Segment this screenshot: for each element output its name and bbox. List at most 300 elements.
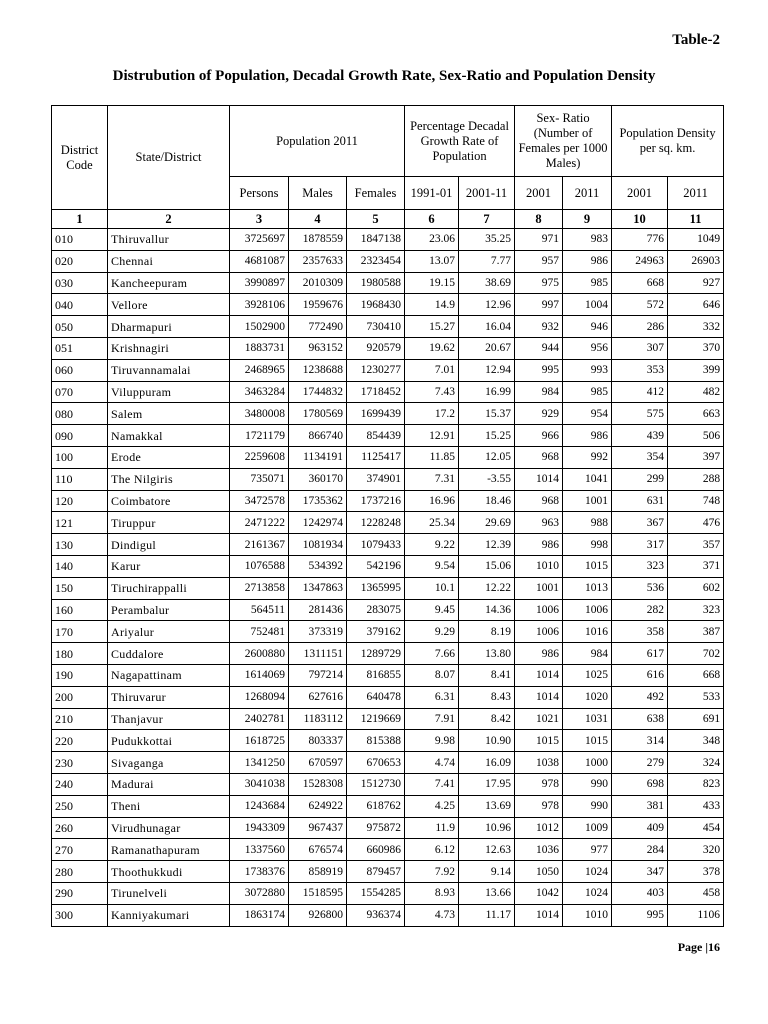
- document-title: Distrubution of Population, Decadal Growth Rate, Sex-Ratio and Population Density: [112, 68, 656, 84]
- column-number: 4: [289, 210, 347, 229]
- sex-ratio-2001-cell: 986: [515, 534, 563, 556]
- district-code-cell: 130: [52, 534, 108, 556]
- density-2011-cell: 646: [668, 294, 724, 316]
- density-2011-cell: 702: [668, 643, 724, 665]
- district-name-cell: Thoothukkudi: [108, 861, 230, 883]
- density-2011-cell: 371: [668, 555, 724, 577]
- density-2001-cell: 282: [612, 599, 668, 621]
- sex-ratio-2001-cell: 1014: [515, 468, 563, 490]
- persons-cell: 3928106: [230, 294, 289, 316]
- persons-cell: 1943309: [230, 817, 289, 839]
- males-cell: 772490: [289, 316, 347, 338]
- females-cell: 1079433: [347, 534, 405, 556]
- sex-ratio-2011-cell: 984: [563, 643, 612, 665]
- column-number-row: [52, 210, 724, 229]
- density-2001-cell: 575: [612, 403, 668, 425]
- district-code-cell: 060: [52, 359, 108, 381]
- density-2011-cell: 691: [668, 708, 724, 730]
- density-2011-cell: 399: [668, 359, 724, 381]
- females-cell: 1699439: [347, 403, 405, 425]
- district-name-cell: Tiruvannamalai: [108, 359, 230, 381]
- table-row: [52, 795, 724, 817]
- growth-2001-11-cell: 13.69: [459, 795, 515, 817]
- district-name-cell: Sivaganga: [108, 752, 230, 774]
- males-cell: 858919: [289, 861, 347, 883]
- sex-ratio-2011-cell: 1015: [563, 555, 612, 577]
- growth-1991-01-cell: 6.12: [405, 839, 459, 861]
- males-cell: 670597: [289, 752, 347, 774]
- density-2001-cell: 381: [612, 795, 668, 817]
- table-row: [52, 861, 724, 883]
- sex-ratio-2011-cell: 993: [563, 359, 612, 381]
- column-number: 11: [668, 210, 724, 229]
- density-2011-cell: 482: [668, 381, 724, 403]
- growth-1991-01-cell: 9.29: [405, 621, 459, 643]
- density-2001-cell: 317: [612, 534, 668, 556]
- district-name-cell: Kancheepuram: [108, 272, 230, 294]
- district-code-cell: 051: [52, 337, 108, 359]
- females-cell: 1737216: [347, 490, 405, 512]
- growth-2001-11-cell: 16.04: [459, 316, 515, 338]
- persons-cell: 4681087: [230, 250, 289, 272]
- sex-ratio-2011-cell: 1015: [563, 730, 612, 752]
- density-2011-cell: 378: [668, 861, 724, 883]
- sex-ratio-2011-cell: 986: [563, 425, 612, 447]
- sex-ratio-2001-cell: 1050: [515, 861, 563, 883]
- females-cell: 936374: [347, 904, 405, 926]
- district-code-cell: 030: [52, 272, 108, 294]
- females-cell: 1219669: [347, 708, 405, 730]
- sex-ratio-header: Sex- Ratio (Number of Females per 1000 Males): [515, 106, 612, 177]
- males-cell: 1311151: [289, 643, 347, 665]
- density-2001-cell: 323: [612, 555, 668, 577]
- growth-2001-11-cell: 12.96: [459, 294, 515, 316]
- growth-2001-11-cell: -3.55: [459, 468, 515, 490]
- sex-ratio-2011-cell: 998: [563, 534, 612, 556]
- persons-cell: 1618725: [230, 730, 289, 752]
- density-2001-cell: 358: [612, 621, 668, 643]
- district-name-cell: Thiruvallur: [108, 229, 230, 251]
- table-row: [52, 512, 724, 534]
- females-cell: 542196: [347, 555, 405, 577]
- density-2011-cell: 288: [668, 468, 724, 490]
- persons-cell: 735071: [230, 468, 289, 490]
- growth-2001-11-cell: 10.96: [459, 817, 515, 839]
- sex-ratio-2001-cell: 1014: [515, 904, 563, 926]
- column-number: 1: [52, 210, 108, 229]
- growth-2001-11-cell: 15.06: [459, 555, 515, 577]
- males-cell: 1242974: [289, 512, 347, 534]
- density-2001-cell: 284: [612, 839, 668, 861]
- females-cell: 1228248: [347, 512, 405, 534]
- district-name-cell: Karur: [108, 555, 230, 577]
- persons-cell: 2402781: [230, 708, 289, 730]
- sex-ratio-2001-cell: 1015: [515, 730, 563, 752]
- growth-1991-01-cell: 17.2: [405, 403, 459, 425]
- density-2001-cell: 995: [612, 904, 668, 926]
- density-2011-cell: 454: [668, 817, 724, 839]
- district-code-cell: 110: [52, 468, 108, 490]
- sex-ratio-2001-cell: 957: [515, 250, 563, 272]
- table-row: [52, 446, 724, 468]
- sex-ratio-2001-header: 2001: [515, 177, 563, 210]
- females-cell: 374901: [347, 468, 405, 490]
- table-row: [52, 294, 724, 316]
- females-cell: 1718452: [347, 381, 405, 403]
- persons-cell: 3472578: [230, 490, 289, 512]
- growth-2001-11-cell: 18.46: [459, 490, 515, 512]
- females-cell: 1365995: [347, 577, 405, 599]
- males-cell: 2357633: [289, 250, 347, 272]
- growth-1991-01-cell: 16.96: [405, 490, 459, 512]
- females-cell: 618762: [347, 795, 405, 817]
- district-name-cell: Theni: [108, 795, 230, 817]
- density-2011-cell: 1106: [668, 904, 724, 926]
- growth-rate-header: Percentage Decadal Growth Rate of Population: [405, 106, 515, 177]
- growth-1991-01-cell: 11.85: [405, 446, 459, 468]
- growth-2001-11-header: 2001-11: [459, 177, 515, 210]
- sex-ratio-2011-cell: 946: [563, 316, 612, 338]
- district-name-cell: Tiruppur: [108, 512, 230, 534]
- district-name-cell: Thanjavur: [108, 708, 230, 730]
- district-name-cell: Virudhunagar: [108, 817, 230, 839]
- growth-2001-11-cell: 16.99: [459, 381, 515, 403]
- males-cell: 1183112: [289, 708, 347, 730]
- growth-2001-11-cell: 17.95: [459, 773, 515, 795]
- sex-ratio-2001-cell: 1014: [515, 664, 563, 686]
- table-row: [52, 381, 724, 403]
- growth-1991-01-cell: 13.07: [405, 250, 459, 272]
- district-name-cell: Krishnagiri: [108, 337, 230, 359]
- males-cell: 360170: [289, 468, 347, 490]
- males-cell: 676574: [289, 839, 347, 861]
- females-cell: 1512730: [347, 773, 405, 795]
- males-cell: 963152: [289, 337, 347, 359]
- density-2001-cell: 286: [612, 316, 668, 338]
- district-name-cell: Chennai: [108, 250, 230, 272]
- page-number: Page |16: [677, 940, 720, 954]
- males-cell: 967437: [289, 817, 347, 839]
- growth-2001-11-cell: 12.05: [459, 446, 515, 468]
- growth-1991-01-cell: 11.9: [405, 817, 459, 839]
- district-name-cell: Tiruchirappalli: [108, 577, 230, 599]
- density-2011-cell: 433: [668, 795, 724, 817]
- males-cell: 2010309: [289, 272, 347, 294]
- table-header: [52, 106, 724, 229]
- sex-ratio-2001-cell: 1042: [515, 882, 563, 904]
- females-cell: 816855: [347, 664, 405, 686]
- density-2011-cell: 332: [668, 316, 724, 338]
- sex-ratio-2001-cell: 978: [515, 773, 563, 795]
- district-name-cell: Namakkal: [108, 425, 230, 447]
- table-row: [52, 425, 724, 447]
- females-cell: 815388: [347, 730, 405, 752]
- district-name-cell: Dindigul: [108, 534, 230, 556]
- growth-2001-11-cell: 12.22: [459, 577, 515, 599]
- column-number: 7: [459, 210, 515, 229]
- district-name-cell: Ariyalur: [108, 621, 230, 643]
- growth-1991-01-cell: 4.73: [405, 904, 459, 926]
- district-name-cell: The Nilgiris: [108, 468, 230, 490]
- table-row: [52, 643, 724, 665]
- persons-cell: 1502900: [230, 316, 289, 338]
- growth-1991-01-cell: 25.34: [405, 512, 459, 534]
- density-2011-cell: 387: [668, 621, 724, 643]
- district-name-cell: Perambalur: [108, 599, 230, 621]
- females-cell: 660986: [347, 839, 405, 861]
- growth-1991-01-cell: 19.62: [405, 337, 459, 359]
- growth-1991-01-cell: 23.06: [405, 229, 459, 251]
- sex-ratio-2011-cell: 1004: [563, 294, 612, 316]
- density-2011-cell: 26903: [668, 250, 724, 272]
- growth-1991-01-header: 1991-01: [405, 177, 459, 210]
- sex-ratio-2001-cell: 963: [515, 512, 563, 534]
- males-cell: 1347863: [289, 577, 347, 599]
- males-cell: 1735362: [289, 490, 347, 512]
- table-row: [52, 272, 724, 294]
- females-cell: 670653: [347, 752, 405, 774]
- females-cell: 1125417: [347, 446, 405, 468]
- persons-cell: 2161367: [230, 534, 289, 556]
- sex-ratio-2001-cell: 1001: [515, 577, 563, 599]
- density-2011-cell: 663: [668, 403, 724, 425]
- persons-cell: 3480008: [230, 403, 289, 425]
- females-cell: 1554285: [347, 882, 405, 904]
- table-row: [52, 229, 724, 251]
- sex-ratio-2011-cell: 956: [563, 337, 612, 359]
- persons-cell: 1863174: [230, 904, 289, 926]
- males-cell: 373319: [289, 621, 347, 643]
- density-2011-cell: 533: [668, 686, 724, 708]
- table-row: [52, 316, 724, 338]
- growth-2001-11-cell: 8.42: [459, 708, 515, 730]
- sex-ratio-2001-cell: 986: [515, 643, 563, 665]
- district-name-cell: Madurai: [108, 773, 230, 795]
- district-code-cell: 250: [52, 795, 108, 817]
- growth-1991-01-cell: 7.66: [405, 643, 459, 665]
- males-cell: 866740: [289, 425, 347, 447]
- growth-2001-11-cell: 9.14: [459, 861, 515, 883]
- growth-2001-11-cell: 15.37: [459, 403, 515, 425]
- sex-ratio-2011-cell: 1001: [563, 490, 612, 512]
- growth-2001-11-cell: 38.69: [459, 272, 515, 294]
- table-row: [52, 773, 724, 795]
- density-2001-cell: 492: [612, 686, 668, 708]
- sex-ratio-2001-cell: 968: [515, 490, 563, 512]
- persons-cell: 1883731: [230, 337, 289, 359]
- density-2001-cell: 314: [612, 730, 668, 752]
- females-cell: 920579: [347, 337, 405, 359]
- district-name-cell: Cuddalore: [108, 643, 230, 665]
- growth-2001-11-cell: 13.66: [459, 882, 515, 904]
- column-number: 8: [515, 210, 563, 229]
- density-2001-cell: 367: [612, 512, 668, 534]
- district-code-cell: 100: [52, 446, 108, 468]
- growth-2001-11-cell: 16.09: [459, 752, 515, 774]
- persons-cell: 2600880: [230, 643, 289, 665]
- females-cell: 1968430: [347, 294, 405, 316]
- persons-cell: 564511: [230, 599, 289, 621]
- males-header: Males: [289, 177, 347, 210]
- males-cell: 1134191: [289, 446, 347, 468]
- density-2001-cell: 616: [612, 664, 668, 686]
- persons-cell: 1614069: [230, 664, 289, 686]
- column-number: 6: [405, 210, 459, 229]
- table-row: [52, 904, 724, 926]
- district-name-cell: Nagapattinam: [108, 664, 230, 686]
- district-code-cell: 230: [52, 752, 108, 774]
- males-cell: 627616: [289, 686, 347, 708]
- persons-cell: 2471222: [230, 512, 289, 534]
- growth-1991-01-cell: 14.9: [405, 294, 459, 316]
- females-cell: 730410: [347, 316, 405, 338]
- females-cell: 283075: [347, 599, 405, 621]
- density-2001-cell: 279: [612, 752, 668, 774]
- growth-1991-01-cell: 9.45: [405, 599, 459, 621]
- growth-2001-11-cell: 8.43: [459, 686, 515, 708]
- district-code-cell: 240: [52, 773, 108, 795]
- table-row: [52, 359, 724, 381]
- persons-cell: 3990897: [230, 272, 289, 294]
- density-2011-cell: 324: [668, 752, 724, 774]
- sex-ratio-2011-cell: 986: [563, 250, 612, 272]
- persons-cell: 2713858: [230, 577, 289, 599]
- density-2011-cell: 323: [668, 599, 724, 621]
- table-row: [52, 708, 724, 730]
- district-code-cell: 220: [52, 730, 108, 752]
- district-code-cell: 150: [52, 577, 108, 599]
- sex-ratio-2001-cell: 932: [515, 316, 563, 338]
- density-2001-cell: 353: [612, 359, 668, 381]
- population-table: [51, 105, 724, 927]
- density-2011-cell: 357: [668, 534, 724, 556]
- males-cell: 1744832: [289, 381, 347, 403]
- table-row: [52, 752, 724, 774]
- sex-ratio-2011-cell: 1025: [563, 664, 612, 686]
- table-row: [52, 664, 724, 686]
- district-name-cell: Pudukkottai: [108, 730, 230, 752]
- males-cell: 281436: [289, 599, 347, 621]
- growth-2001-11-cell: 7.77: [459, 250, 515, 272]
- sex-ratio-2001-cell: 975: [515, 272, 563, 294]
- males-cell: 1878559: [289, 229, 347, 251]
- sex-ratio-2001-cell: 966: [515, 425, 563, 447]
- growth-2001-11-cell: 13.80: [459, 643, 515, 665]
- table-row: [52, 337, 724, 359]
- district-code-cell: 020: [52, 250, 108, 272]
- district-name-cell: Tirunelveli: [108, 882, 230, 904]
- males-cell: 1528308: [289, 773, 347, 795]
- females-cell: 879457: [347, 861, 405, 883]
- sex-ratio-2011-cell: 992: [563, 446, 612, 468]
- sex-ratio-2011-cell: 1041: [563, 468, 612, 490]
- growth-1991-01-cell: 10.1: [405, 577, 459, 599]
- density-2011-cell: 348: [668, 730, 724, 752]
- table-row: [52, 577, 724, 599]
- district-name-cell: Kanniyakumari: [108, 904, 230, 926]
- table-row: [52, 686, 724, 708]
- table-row: [52, 839, 724, 861]
- density-2011-cell: 1049: [668, 229, 724, 251]
- sex-ratio-2001-cell: 929: [515, 403, 563, 425]
- density-2001-cell: 24963: [612, 250, 668, 272]
- sex-ratio-2001-cell: 1006: [515, 621, 563, 643]
- females-cell: 1230277: [347, 359, 405, 381]
- sex-ratio-2011-cell: 985: [563, 272, 612, 294]
- density-2011-cell: 370: [668, 337, 724, 359]
- persons-cell: 3072880: [230, 882, 289, 904]
- district-name-cell: Coimbatore: [108, 490, 230, 512]
- males-cell: 1959676: [289, 294, 347, 316]
- density-2001-cell: 439: [612, 425, 668, 447]
- females-cell: 1847138: [347, 229, 405, 251]
- persons-cell: 1337560: [230, 839, 289, 861]
- growth-2001-11-cell: 11.17: [459, 904, 515, 926]
- females-cell: 379162: [347, 621, 405, 643]
- persons-cell: 3725697: [230, 229, 289, 251]
- district-code-cell: 290: [52, 882, 108, 904]
- sex-ratio-2011-cell: 1024: [563, 861, 612, 883]
- district-code-cell: 090: [52, 425, 108, 447]
- district-name-cell: Ramanathapuram: [108, 839, 230, 861]
- density-2001-cell: 299: [612, 468, 668, 490]
- males-cell: 624922: [289, 795, 347, 817]
- district-code-cell: 121: [52, 512, 108, 534]
- growth-2001-11-cell: 14.36: [459, 599, 515, 621]
- density-2011-cell: 823: [668, 773, 724, 795]
- district-code-cell: 040: [52, 294, 108, 316]
- density-2011-cell: 320: [668, 839, 724, 861]
- density-2001-cell: 668: [612, 272, 668, 294]
- sex-ratio-2001-cell: 944: [515, 337, 563, 359]
- sex-ratio-2011-cell: 1010: [563, 904, 612, 926]
- sex-ratio-2001-cell: 1010: [515, 555, 563, 577]
- district-code-header: District Code: [52, 106, 108, 210]
- column-number: 3: [230, 210, 289, 229]
- table-row: [52, 250, 724, 272]
- sex-ratio-2011-cell: 1020: [563, 686, 612, 708]
- growth-2001-11-cell: 12.94: [459, 359, 515, 381]
- persons-cell: 1738376: [230, 861, 289, 883]
- density-2011-cell: 668: [668, 664, 724, 686]
- table-row: [52, 599, 724, 621]
- sex-ratio-2001-cell: 1012: [515, 817, 563, 839]
- population-header: Population 2011: [230, 106, 405, 177]
- females-cell: 975872: [347, 817, 405, 839]
- density-2011-cell: 397: [668, 446, 724, 468]
- sex-ratio-2011-cell: 985: [563, 381, 612, 403]
- column-number: 5: [347, 210, 405, 229]
- growth-1991-01-cell: 12.91: [405, 425, 459, 447]
- sex-ratio-2011-cell: 988: [563, 512, 612, 534]
- column-number: 2: [108, 210, 230, 229]
- density-2001-cell: 536: [612, 577, 668, 599]
- density-2001-cell: 354: [612, 446, 668, 468]
- persons-cell: 1268094: [230, 686, 289, 708]
- sex-ratio-2001-cell: 968: [515, 446, 563, 468]
- table-row: [52, 468, 724, 490]
- growth-1991-01-cell: 6.31: [405, 686, 459, 708]
- growth-1991-01-cell: 7.92: [405, 861, 459, 883]
- persons-cell: 1076588: [230, 555, 289, 577]
- sex-ratio-2001-cell: 971: [515, 229, 563, 251]
- district-code-cell: 140: [52, 555, 108, 577]
- growth-1991-01-cell: 4.25: [405, 795, 459, 817]
- growth-1991-01-cell: 7.41: [405, 773, 459, 795]
- district-name-cell: Vellore: [108, 294, 230, 316]
- sex-ratio-2011-cell: 1024: [563, 882, 612, 904]
- density-2001-header: 2001: [612, 177, 668, 210]
